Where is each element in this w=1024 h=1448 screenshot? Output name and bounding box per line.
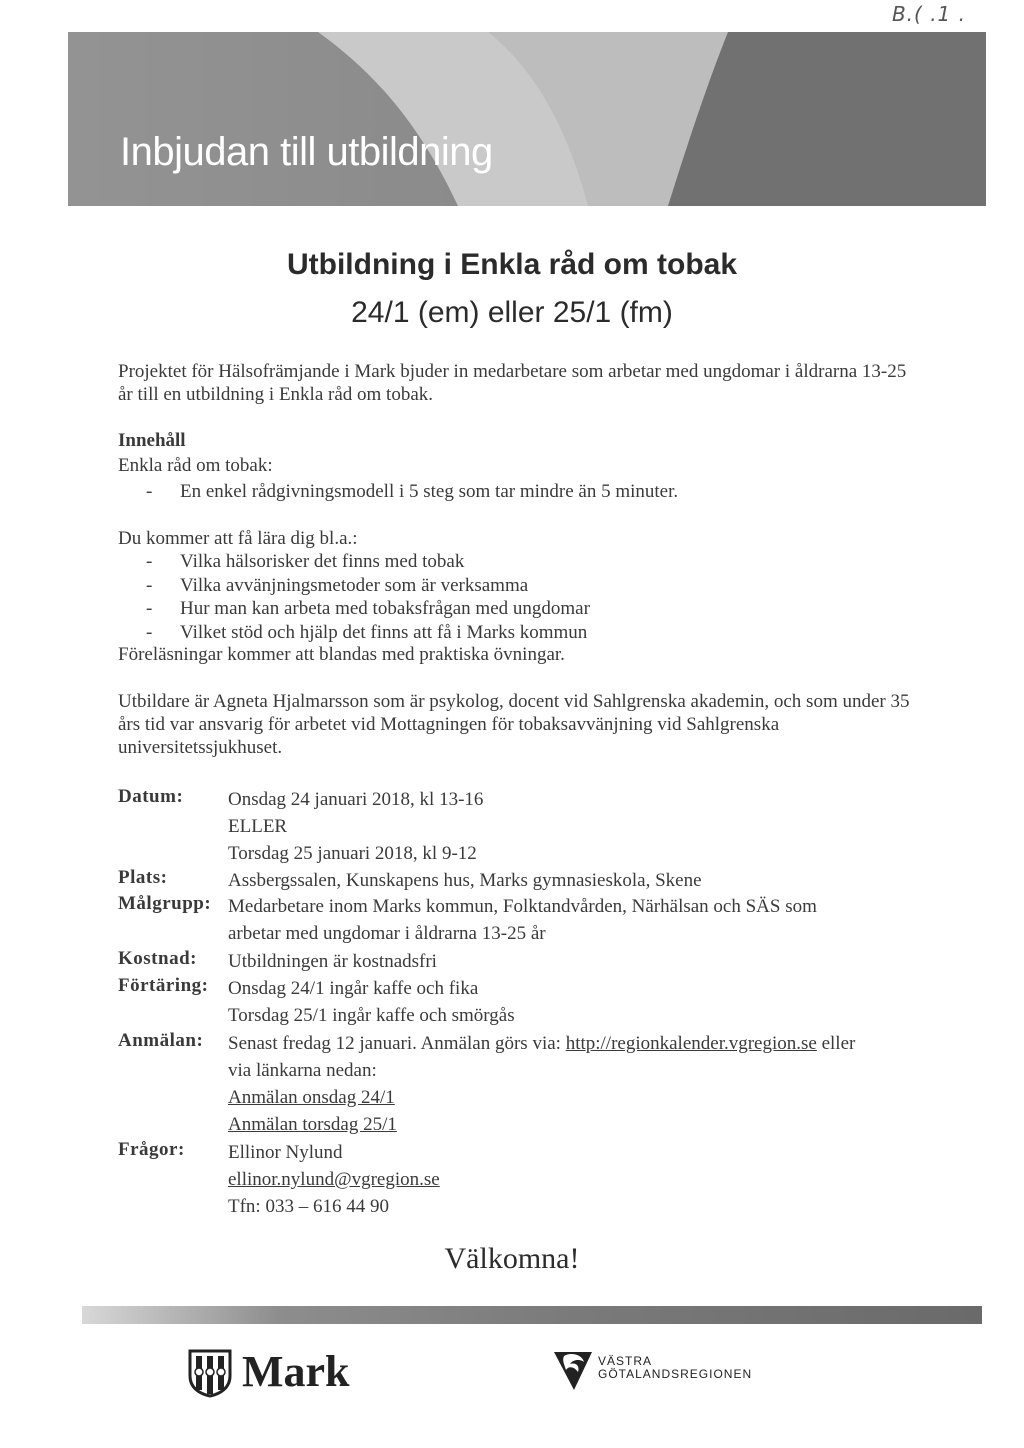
detail-label: Plats:: [118, 867, 168, 888]
register-wednesday-link[interactable]: Anmälan onsdag 24/1: [228, 1087, 395, 1108]
detail-label: Målgrupp:: [118, 893, 212, 914]
detail-label: Kostnad:: [118, 948, 197, 969]
list-item: - Hur man kan arbeta med tobaksfrågan med ungdomar: [118, 597, 590, 621]
registration-line: via länkarna nedan:: [228, 1060, 377, 1081]
course-title: Utbildning i Enkla råd om tobak: [286, 248, 738, 281]
footer-divider: [82, 1306, 982, 1324]
intro-paragraph: Projektet för Hälsofrämjande i Mark bjuder in medarbetare som arbetar med ungdomar i åldrarna 13-25 år till en utbildning i Enkla råd om tobak.: [118, 361, 907, 405]
list-item: - Vilket stöd och hjälp det finns att få i Marks kommun: [118, 621, 590, 645]
detail-value: [228, 975, 938, 1029]
target-group-line: Medarbetare inom Marks kommun, Folktandvården, Närhälsan och SÄS som: [228, 896, 817, 917]
date-option-2: Torsdag 25 januari 2018, kl 9-12: [228, 843, 477, 864]
contact-name: Ellinor Nylund: [228, 1142, 343, 1163]
refreshment-line: Onsdag 24/1 ingår kaffe och fika: [228, 978, 479, 999]
list-item: - Vilka hälsorisker det finns med tobak: [118, 550, 590, 574]
vgr-emblem-icon: [552, 1346, 596, 1394]
list-item: - En enkel rådgivningsmodell i 5 steg som tar mindre än 5 minuter.: [118, 480, 678, 504]
detail-value: [228, 1030, 938, 1138]
list-item: - Vilka avvänjningsmetoder som är verksamma: [118, 574, 590, 598]
invitation-banner: [68, 32, 986, 206]
detail-value: [228, 893, 938, 947]
vgr-logo-text-line2: GÖTALANDSREGIONEN: [598, 1367, 753, 1381]
trainer-paragraph: Utbildare är Agneta Hjalmarsson som är psykolog, docent vid Sahlgrenska akademin, och som under 35 års tid var ansvarig för arbetet vid Mottagningen för tobaksavvänjning vid Sahlgrenska universitetssjukhuset.: [118, 691, 910, 758]
handwritten-corner-note: B.( .1 .: [891, 2, 966, 26]
detail-value: [228, 1139, 938, 1220]
regionkalender-link[interactable]: http://regionkalender.vgregion.se: [565, 1033, 817, 1054]
detail-value: Utbildningen är kostnadsfri: [228, 951, 437, 972]
vastra-gotalandsregionen-logo: [552, 1346, 772, 1394]
vgr-logo-text-line1: VÄSTRA: [598, 1354, 653, 1368]
date-or: ELLER: [228, 816, 288, 837]
detail-value: Assbergssalen, Kunskapens hus, Marks gymnasieskola, Skene: [228, 870, 702, 891]
mark-coat-of-arms-icon: [186, 1348, 234, 1398]
course-dates: 24/1 (em) eller 25/1 (fm): [351, 296, 673, 329]
date-option-1: Onsdag 24 januari 2018, kl 13-16: [228, 789, 484, 810]
welcome-text: Välkomna!: [444, 1242, 580, 1275]
content-heading: Innehåll: [118, 430, 186, 451]
lectures-note: Föreläsningar kommer att blandas med praktiska övningar.: [118, 644, 565, 665]
mark-kommun-logo: [186, 1348, 386, 1398]
detail-label: Datum:: [118, 786, 184, 807]
detail-label: Förtäring:: [118, 975, 209, 996]
registration-line: [228, 1030, 938, 1057]
mark-logo-text: Mark: [242, 1347, 350, 1396]
detail-label: Anmälan:: [118, 1030, 204, 1051]
detail-label: Frågor:: [118, 1139, 185, 1160]
banner-background: [68, 32, 986, 206]
registration-text: Senast fredag 12 januari. Anmälan görs via:: [228, 1033, 566, 1054]
refreshment-line: Torsdag 25/1 ingår kaffe och smörgås: [228, 1005, 515, 1026]
banner-title: Inbjudan till utbildning: [120, 130, 493, 174]
content-subheading: Enkla råd om tobak:: [118, 455, 273, 476]
registration-text: eller: [816, 1033, 856, 1054]
detail-value: [228, 786, 938, 867]
contact-phone: Tfn: 033 – 616 44 90: [228, 1196, 389, 1217]
content-bullet-list: [118, 480, 678, 504]
contact-email-link[interactable]: ellinor.nylund@vgregion.se: [228, 1169, 440, 1190]
learn-bullet-list: [118, 550, 590, 644]
target-group-line: arbetar med ungdomar i åldrarna 13-25 år: [228, 923, 546, 944]
learn-heading: Du kommer att få lära dig bl.a.:: [118, 528, 358, 549]
register-thursday-link[interactable]: Anmälan torsdag 25/1: [228, 1114, 397, 1135]
